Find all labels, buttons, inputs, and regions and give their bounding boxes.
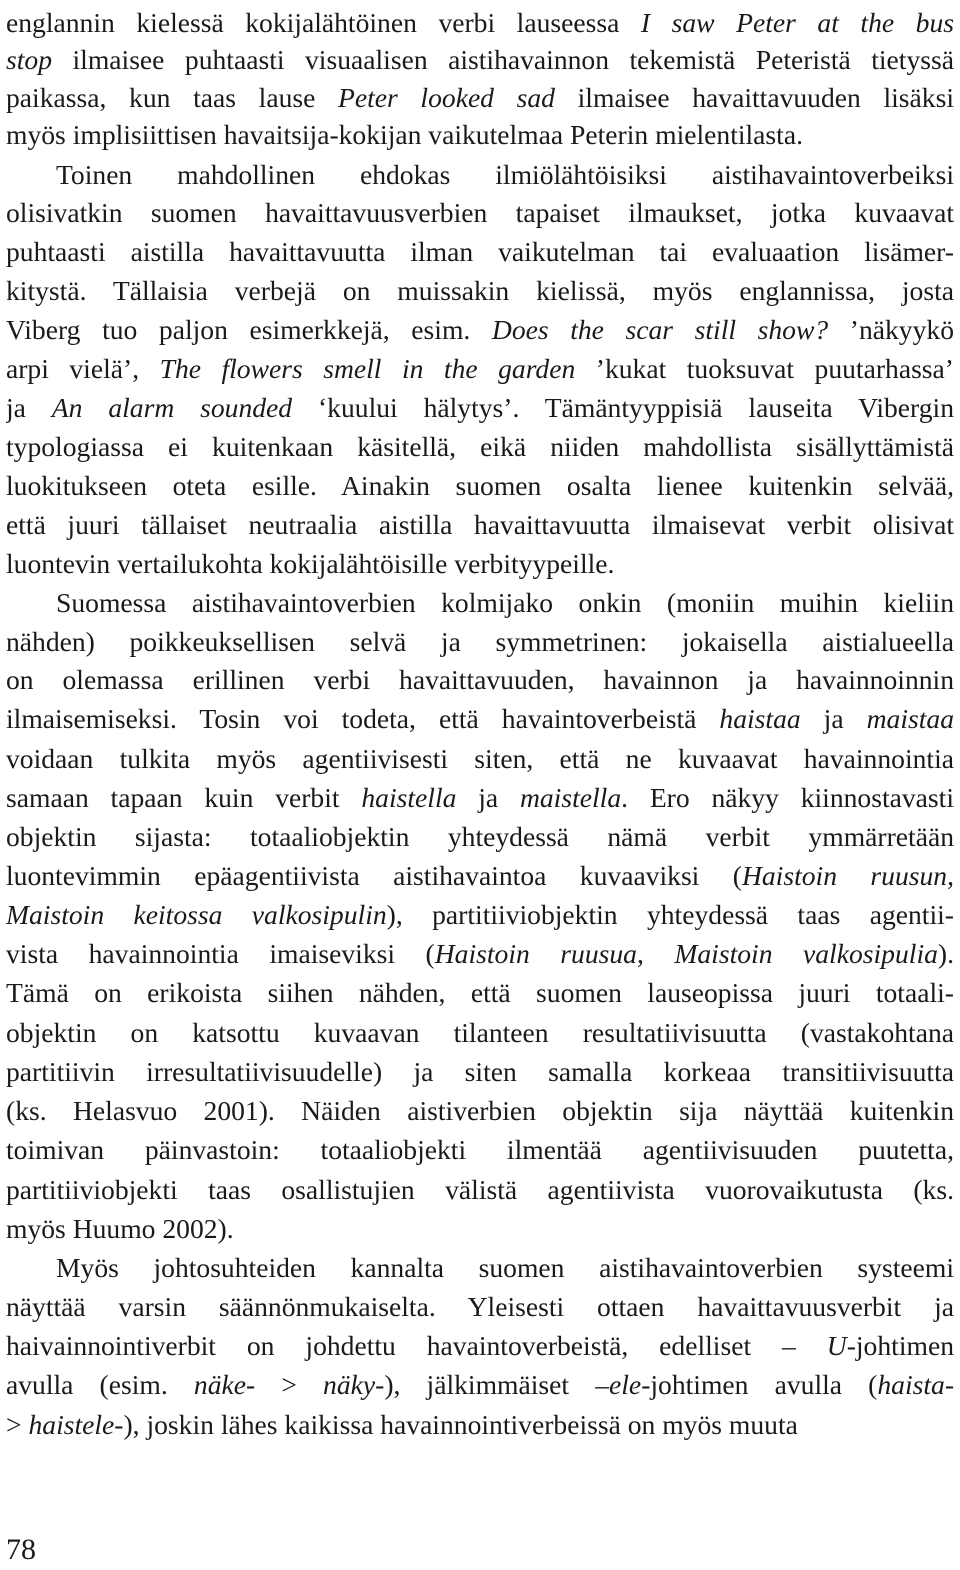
text-segment: Suomessa aistihavaintoverbien kolmijako onkin (moniin muihin kieliin — [56, 587, 954, 618]
text-segment: vista havainnointia imaiseviksi ( — [6, 938, 435, 969]
text-line — [6, 817, 954, 857]
text-line — [6, 1170, 954, 1210]
text-segment: että juuri tällaiset neutraalia aistilla havaittavuutta ilmaisevat verbit olisivat — [6, 509, 954, 540]
italic-text: Maistoin keitossa valkosipulin — [6, 899, 387, 930]
text-segment: ilmaisee havaittavuuden lisäksi — [554, 82, 954, 113]
italic-text: Maistoin valkosipulia — [674, 938, 938, 969]
text-segment: Viberg tuo paljon esimerkkejä, esim. — [6, 314, 492, 345]
italic-text: The flowers smell in the garden — [159, 353, 576, 384]
italic-text: Haistoin ruusua — [434, 938, 637, 969]
text-segment: paikassa, kun taas lause — [6, 82, 339, 113]
text-segment: näyttää varsin säännönmukaiselta. Yleisesti ottaen havaittavuusverbit ja — [6, 1291, 954, 1322]
text-segment: nähden) poikkeuksellisen selvä ja symmetrinen: jokaisella aistialueella — [6, 626, 954, 657]
text-segment: Tämä on erikoista siihen nähden, että suomen lauseopissa juuri totaali- — [6, 977, 954, 1008]
text-line — [6, 1052, 954, 1092]
text-segment: -), joskin lähes kaikissa havainnointiverbeissä on myös muuta — [114, 1409, 798, 1440]
text-segment: , — [636, 938, 675, 969]
italic-text: haista- — [877, 1369, 954, 1400]
text-line — [6, 622, 954, 662]
italic-text: ele — [609, 1369, 642, 1400]
text-segment: luokitukseen oteta esille. Ainakin suomen osalta lienee kuitenkin selvää, — [6, 470, 954, 501]
text-segment: toimivan päinvastoin: totaaliobjekti ilmentää agentiivisuuden puutetta, — [6, 1134, 954, 1165]
text-segment: objektin on katsottu kuvaavan tilanteen resultatiivisuutta (vastakohtana — [6, 1017, 954, 1048]
text-segment: samaan tapaan kuin verbit — [6, 782, 362, 813]
italic-text: An alarm sounded — [51, 392, 293, 423]
italic-text: I saw Peter at the bus — [640, 7, 954, 38]
text-segment: Toinen mahdollinen ehdokas ilmiölähtöisiksi aistihavaintoverbeiksi — [56, 159, 954, 190]
text-line — [6, 115, 954, 155]
text-segment: myös Huumo 2002). — [6, 1213, 234, 1244]
text-line — [6, 193, 954, 233]
text-line — [6, 232, 954, 272]
text-segment: voidaan tulkita myös agentiivisesti siten, että ne kuvaavat havainnointia — [6, 743, 954, 774]
text-segment: avulla (esim. — [6, 1369, 194, 1400]
text-line — [6, 1405, 954, 1445]
italic-text: stop — [6, 44, 52, 75]
text-line — [6, 40, 954, 80]
text-line — [6, 1130, 954, 1170]
text-segment: -), jälkimmäiset – — [375, 1369, 610, 1400]
text-segment: olisivatkin suomen havaittavuusverbien tapaiset ilmaukset, jotka kuvaavat — [6, 197, 954, 228]
text-line — [6, 1365, 954, 1405]
italic-text: Does the scar still show? — [491, 314, 829, 345]
text-segment: ilmaisemiseksi. Tosin voi todeta, että havaintoverbeistä — [6, 703, 720, 734]
text-segment: partitiiviobjekti taas osallistujien välistä agentiivista vuorovaikutusta (ks. — [6, 1174, 954, 1205]
text-line — [6, 271, 954, 311]
text-line — [6, 1091, 954, 1131]
italic-text: U — [826, 1330, 847, 1361]
text-segment: -johtimen — [846, 1330, 954, 1361]
text-segment: englannin kielessä kokijalähtöinen verbi lauseessa — [6, 7, 641, 38]
text-segment: , — [947, 860, 954, 891]
text-line — [6, 349, 954, 389]
italic-text: haistella — [361, 782, 457, 813]
text-line — [6, 934, 954, 974]
text-line — [6, 973, 954, 1013]
text-line — [6, 427, 954, 467]
text-line — [6, 78, 954, 118]
italic-text: näke- — [193, 1369, 256, 1400]
text-segment: luontevin vertailukohta kokijalähtöisille verbityypeille. — [6, 548, 615, 579]
text-segment: ). — [937, 938, 954, 969]
text-segment: ‘kuului hälytys’. Tämäntyyppisiä lauseita Vibergin — [292, 392, 954, 423]
text-segment: ilmaisee puhtaasti visuaalisen aistihavainnon tekemistä Peteristä tietyssä — [52, 44, 954, 75]
text-line — [6, 310, 954, 350]
text-line — [6, 1013, 954, 1053]
text-line — [6, 1287, 954, 1327]
italic-text: näky — [323, 1369, 376, 1400]
italic-text: maistella — [519, 782, 622, 813]
text-line — [6, 895, 954, 935]
text-line — [6, 699, 954, 739]
italic-text: maistaa — [866, 703, 954, 734]
text-segment: Myös johtosuhteiden kannalta suomen aistihavaintoverbien systeemi — [56, 1252, 954, 1283]
text-line — [6, 583, 954, 623]
text-line — [6, 3, 954, 43]
text-segment: ), partitiiviobjektin yhteydessä taas agentii- — [386, 899, 954, 930]
text-line — [6, 388, 954, 428]
text-line — [6, 856, 954, 896]
text-segment: luontevimmin epäagentiivista aistihavaintoa kuvaaviksi ( — [6, 860, 742, 891]
text-segment: myös implisiittisen havaitsija-kokijan vaikutelmaa Peterin mielentilasta. — [6, 119, 803, 150]
page-number: 78 — [6, 1533, 36, 1566]
text-segment: -johtimen avulla ( — [641, 1369, 878, 1400]
text-segment: > — [6, 1409, 29, 1440]
text-line — [6, 660, 954, 700]
text-line — [6, 1248, 954, 1288]
italic-text: Haistoin ruusun — [741, 860, 948, 891]
text-line — [6, 505, 954, 545]
text-segment: > — [255, 1369, 324, 1400]
text-line — [6, 739, 954, 779]
text-segment: puhtaasti aistilla havaittavuutta ilman vaikutelman tai evaluaation lisämer- — [6, 236, 954, 267]
text-segment: ja — [456, 782, 520, 813]
text-segment: ’kukat tuoksuvat puutarhassa’ — [575, 353, 954, 384]
text-segment: objektin sijasta: totaaliobjektin yhteydessä nämä verbit ymmärretään — [6, 821, 954, 852]
italic-text: haistaa — [719, 703, 801, 734]
text-line — [6, 778, 954, 818]
text-segment: (ks. Helasvuo 2001). Näiden aistiverbien objektin sija näyttää kuitenkin — [6, 1095, 954, 1126]
text-line — [6, 1326, 954, 1366]
text-line — [6, 155, 954, 195]
text-segment: haivainnointiverbit on johdettu havaintoverbeistä, edelliset – — [6, 1330, 827, 1361]
italic-text: Peter looked sad — [338, 82, 555, 113]
text-line — [6, 466, 954, 506]
text-segment: arpi vielä’, — [6, 353, 160, 384]
text-segment: ja — [6, 392, 52, 423]
text-line — [6, 1209, 954, 1249]
text-segment: ja — [800, 703, 867, 734]
text-segment: partitiivin irresultatiivisuudelle) ja siten samalla korkeaa transitiivisuutta — [6, 1056, 954, 1087]
text-line — [6, 544, 954, 584]
text-segment: . Ero näkyy kiinnostavasti — [621, 782, 954, 813]
text-segment: ’näkyykö — [828, 314, 954, 345]
italic-text: haistele — [28, 1409, 115, 1440]
text-segment: kitystä. Tällaisia verbejä on muissakin kielissä, myös englannissa, josta — [6, 275, 954, 306]
text-segment: on olemassa erillinen verbi havaittavuuden, havainnon ja havainnoinnin — [6, 664, 954, 695]
text-segment: typologiassa ei kuitenkaan käsitellä, eikä niiden mahdollista sisällyttämistä — [6, 431, 954, 462]
